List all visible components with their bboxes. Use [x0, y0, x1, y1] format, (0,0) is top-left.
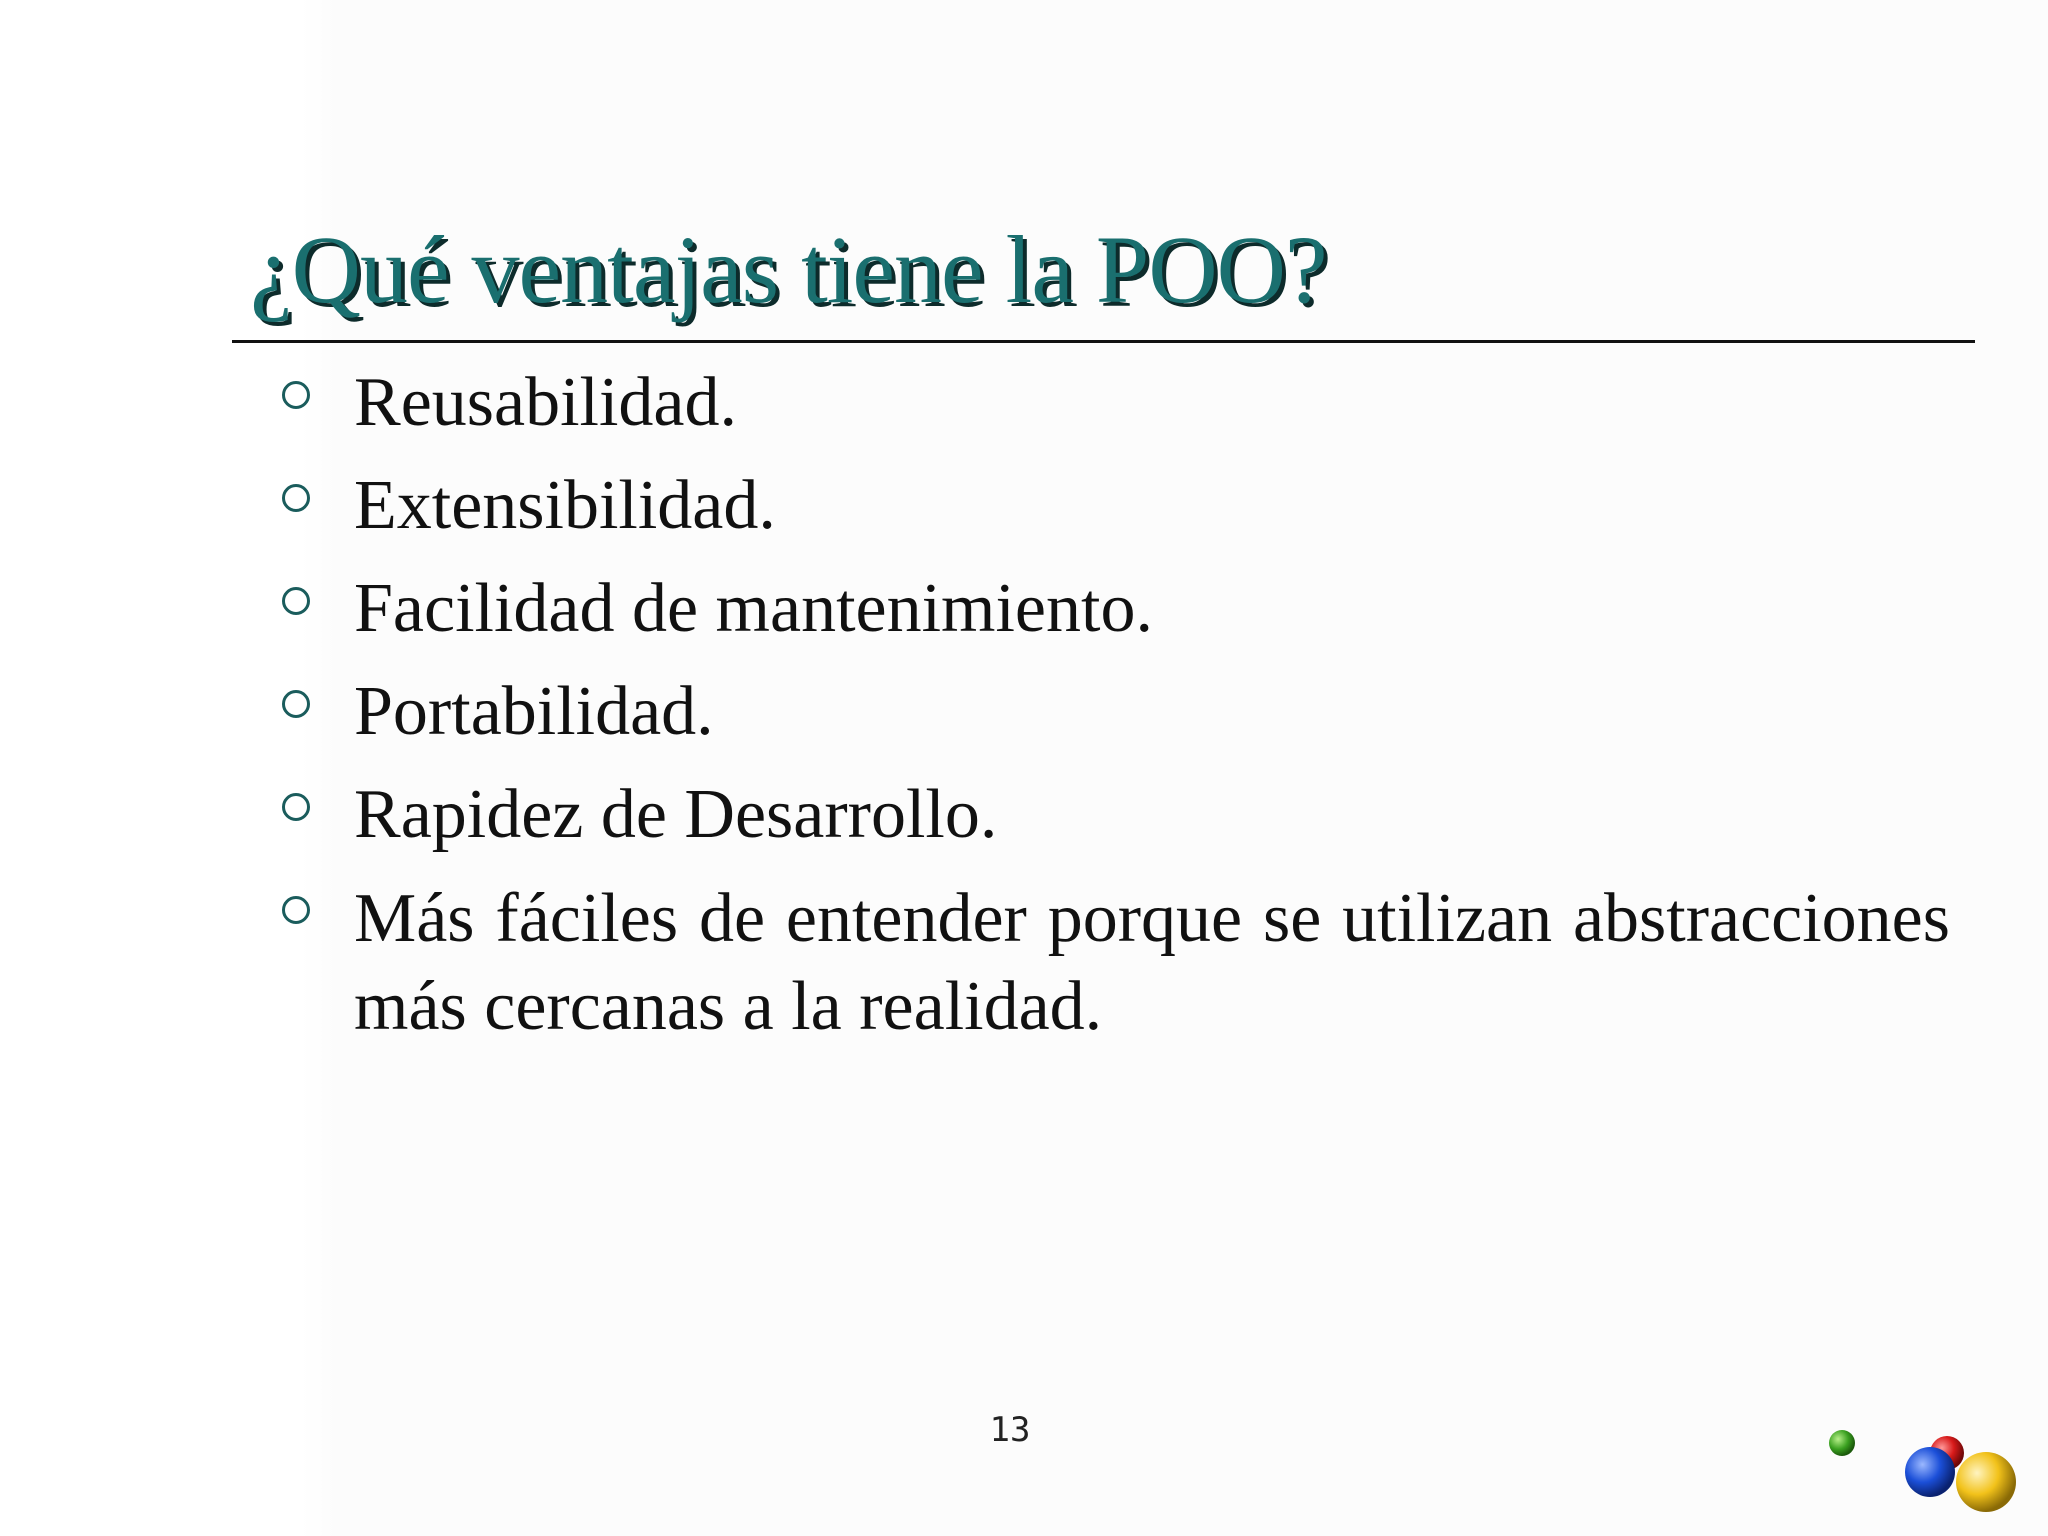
bullet-text: Rapidez de Desarrollo.: [354, 776, 998, 853]
circle-bullet-icon: [282, 896, 310, 924]
circle-bullet-icon: [282, 793, 310, 821]
bullet-text: Extensibilidad.: [354, 467, 776, 544]
colored-spheres-logo-icon: [1820, 1420, 2020, 1520]
title-divider: [232, 340, 1975, 343]
green-sphere: [1829, 1430, 1855, 1456]
bullet-item: [270, 669, 1950, 755]
bullet-item: [270, 463, 1950, 549]
blue-sphere: [1905, 1447, 1955, 1497]
bullet-item: [270, 772, 1950, 858]
bullet-text: Más fáciles de entender porque se utilizan abstracciones más cercanas a la realidad.: [354, 880, 1950, 1045]
bullet-item: [270, 566, 1950, 652]
bullet-item: [270, 875, 1950, 1051]
circle-bullet-icon: [282, 381, 310, 409]
circle-bullet-icon: [282, 484, 310, 512]
slide-title: ¿Qué ventajas tiene la POO?: [250, 216, 1327, 323]
bullet-text: Portabilidad.: [354, 673, 714, 750]
yellow-sphere: [1956, 1452, 2016, 1512]
bullet-text: Facilidad de mantenimiento.: [354, 570, 1153, 647]
page-number: 13: [989, 1410, 1031, 1450]
circle-bullet-icon: [282, 587, 310, 615]
bullet-list: [270, 360, 1950, 1068]
bullet-text: Reusabilidad.: [354, 364, 737, 441]
bullet-item: [270, 360, 1950, 446]
circle-bullet-icon: [282, 690, 310, 718]
